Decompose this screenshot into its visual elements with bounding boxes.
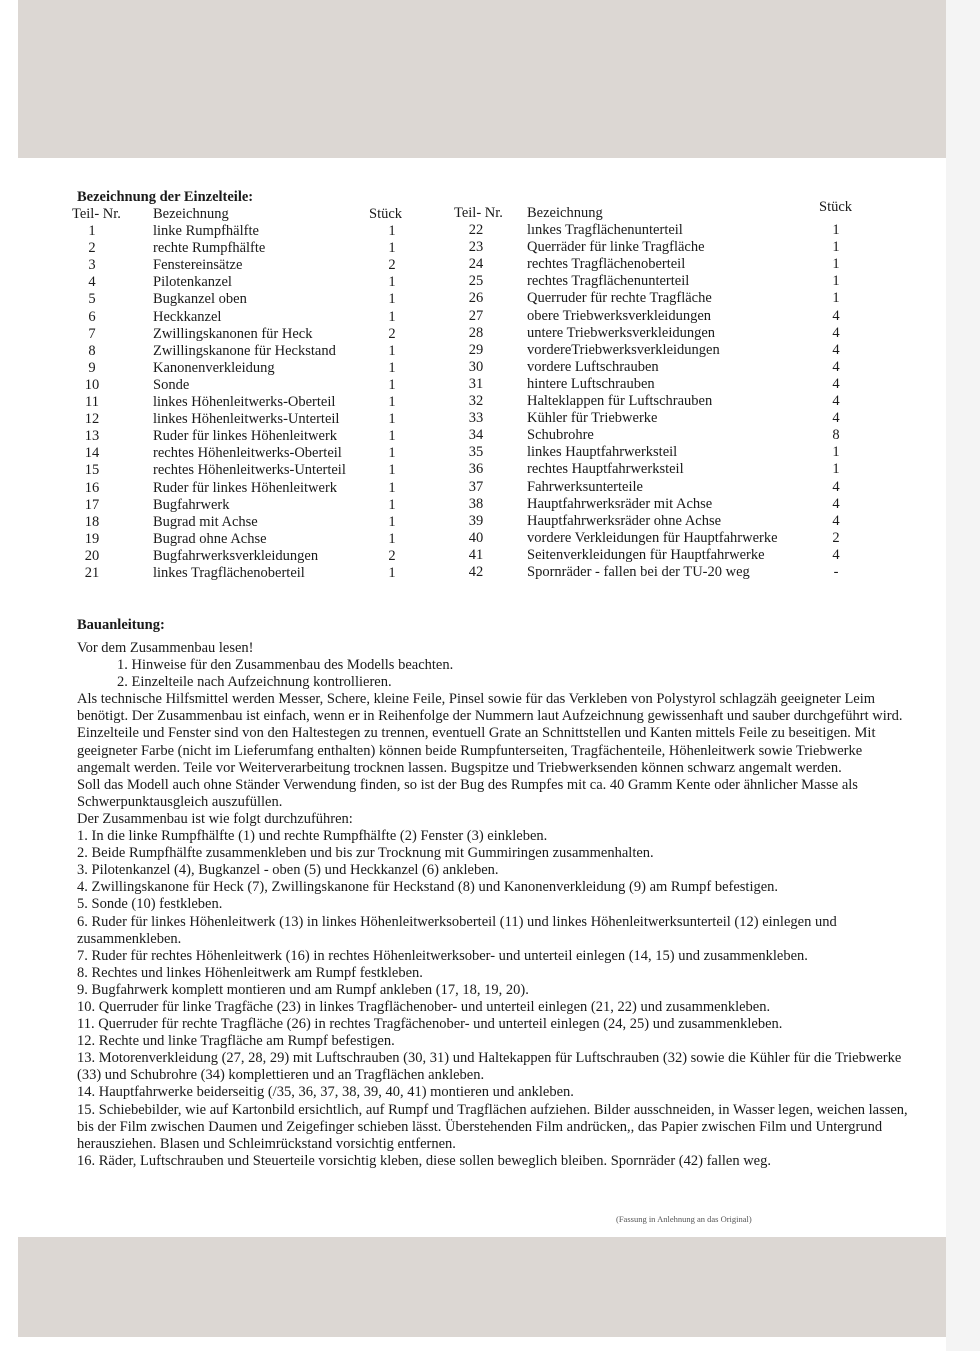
part-quantity: 2 bbox=[388, 547, 396, 564]
part-quantity: - bbox=[833, 563, 839, 580]
bottom-scan-band bbox=[18, 1237, 946, 1337]
part-quantity: 1 bbox=[832, 461, 840, 478]
part-quantity: 1 bbox=[832, 256, 840, 273]
parts-heading: Bezeichnung der Einzelteile: bbox=[77, 189, 254, 205]
part-name: Heckkanzel bbox=[153, 308, 222, 325]
header-name: Bezeichnung bbox=[153, 206, 229, 222]
part-name: rechtes Höhenleitwerks-Unterteil bbox=[153, 462, 346, 479]
part-name: Pilotenkanzel bbox=[153, 274, 232, 291]
part-name: Zwillingskanonen für Heck bbox=[153, 325, 313, 342]
header-qty: Stück bbox=[819, 199, 853, 215]
part-quantity: 4 bbox=[832, 410, 840, 427]
part-quantity: 8 bbox=[832, 427, 840, 444]
part-number: 4 bbox=[88, 274, 96, 291]
part-name: lınkes Tragflächenunterteil bbox=[527, 222, 683, 239]
assembly-step: 16. Räder, Luftschrauben und Steuerteile vorsichtig kleben, diese sollen beweglich bleiben. Spornräder (42) fallen weg. bbox=[77, 1152, 771, 1169]
assembly-step: 10. Querruder für linke Tragfäche (23) in linkes Tragflächenober- und unterteil einlegen (21, 22) und zusammenkleben. bbox=[77, 998, 771, 1015]
assembly-step: 1. In die linke Rumpfhälfte (1) und rechte Rumpfhälfte (2) Fenster (3) einkleben. bbox=[77, 828, 548, 845]
part-quantity: 1 bbox=[388, 462, 396, 479]
part-number: 3 bbox=[88, 257, 96, 274]
part-number: 35 bbox=[468, 444, 484, 461]
part-quantity: 1 bbox=[388, 223, 396, 240]
assembly-step: 11. Querruder für rechte Tragfläche (26) in rechtes Tragfächenober- und unterteil einlegen (24, 25) und zusammenkleben. bbox=[77, 1016, 783, 1033]
part-name: Fenstereinsätze bbox=[153, 257, 243, 274]
part-number: 7 bbox=[88, 325, 96, 342]
part-quantity: 2 bbox=[832, 529, 840, 546]
part-quantity: 1 bbox=[832, 273, 840, 290]
part-name: Kühler für Triebwerke bbox=[527, 410, 658, 427]
part-name: linke Rumpfhälfte bbox=[153, 223, 259, 240]
part-number: 24 bbox=[468, 256, 484, 273]
assembly-step: 3. Pilotenkanzel (4), Bugkanzel - oben (5) und Heckkanzel (6) ankleben. bbox=[77, 862, 499, 879]
part-quantity: 1 bbox=[388, 308, 396, 325]
assembly-step: 2. Beide Rumpfhälfte zusammenkleben und bis zur Trocknung mit Gummiringen zusammenhalten. bbox=[77, 845, 654, 862]
part-number: 16 bbox=[84, 479, 100, 496]
part-name: Hauptfahrwerksräder mit Achse bbox=[527, 495, 713, 512]
part-quantity: 4 bbox=[832, 358, 840, 375]
part-number: 28 bbox=[468, 324, 484, 341]
part-number: 37 bbox=[468, 478, 484, 495]
part-number: 38 bbox=[468, 495, 484, 512]
part-number: 40 bbox=[468, 529, 484, 546]
prep-step: 2. Einzelteile nach Aufzeichnung kontrollieren. bbox=[117, 674, 392, 691]
instructions-paragraph: Soll das Modell auch ohne Ständer Verwendung finden, so ist der Bug des Rumpfes mit ca. 40 Gramm Kente oder ähnlicher Masse als Schwerpunktausgleich auszufüllen. bbox=[77, 776, 858, 810]
part-name: Bugfahrwerk bbox=[153, 496, 230, 513]
part-quantity: 1 bbox=[832, 239, 840, 256]
source-caption: (Fassung in Anlehnung an das Original) bbox=[616, 1214, 752, 1224]
part-quantity: 1 bbox=[388, 376, 396, 393]
assembly-step: 9. Bugfahrwerk komplett montieren und am Rumpf ankleben (17, 18, 19, 20). bbox=[77, 981, 529, 998]
part-quantity: 1 bbox=[388, 291, 396, 308]
assembly-step: 13. Motorenverkleidung (27, 28, 29) mit Luftschrauben (30, 31) und Haltekappen für Luftschrauben (32) sowie die Kühler für die Triebwerke (33) und Schubrohre (34) komplettieren und an Tragflächen ankleben. bbox=[77, 1050, 902, 1084]
instructions-heading: Bauanleitung: bbox=[77, 617, 165, 633]
part-name: untere Triebwerksverkleidungen bbox=[527, 324, 716, 341]
instructions-intro: Vor dem Zusammenbau lesen! bbox=[77, 640, 254, 656]
part-quantity: 2 bbox=[388, 257, 396, 274]
part-name: Ruder für linkes Höhenleitwerk bbox=[153, 428, 338, 445]
part-number: 12 bbox=[84, 411, 100, 428]
part-quantity: 1 bbox=[388, 359, 396, 376]
assembly-step: 5. Sonde (10) festkleben. bbox=[77, 896, 223, 913]
part-name: Sonde bbox=[153, 376, 190, 393]
part-name: rechtes Tragflächenunterteil bbox=[527, 273, 690, 290]
part-number: 34 bbox=[468, 427, 484, 444]
header-no: Teil- Nr. bbox=[72, 206, 121, 222]
part-quantity: 1 bbox=[388, 342, 396, 359]
part-name: Seitenverkleidungen für Hauptfahrwerke bbox=[527, 546, 765, 563]
part-number: 21 bbox=[84, 564, 100, 581]
header-qty: Stück bbox=[369, 206, 403, 222]
assembly-step: 12. Rechte und linke Tragfläche am Rumpf befestigen. bbox=[77, 1033, 395, 1050]
part-number: 42 bbox=[468, 563, 484, 580]
part-number: 14 bbox=[84, 445, 100, 462]
part-quantity: 1 bbox=[832, 444, 840, 461]
part-name: vordere Luftschrauben bbox=[527, 358, 659, 375]
part-number: 20 bbox=[84, 547, 100, 564]
assembly-step: 8. Rechtes und linkes Höhenleitwerk am Rumpf festkleben. bbox=[77, 964, 423, 981]
part-number: 25 bbox=[468, 273, 484, 290]
part-number: 6 bbox=[88, 308, 96, 325]
assembly-step: 7. Ruder für rechtes Höhenleitwerk (16) in rechtes Höhenleitwerksober- und unterteil einlegen (14, 15) und zusammenkleben. bbox=[77, 947, 808, 964]
part-number: 15 bbox=[84, 462, 100, 479]
part-number: 19 bbox=[84, 530, 100, 547]
part-number: 18 bbox=[84, 513, 100, 530]
instructions-paragraph: Der Zusammenbau ist wie folgt durchzuführen: bbox=[77, 810, 353, 827]
part-number: 26 bbox=[468, 290, 484, 307]
part-quantity: 4 bbox=[832, 512, 840, 529]
part-quantity: 1 bbox=[388, 445, 396, 462]
part-name: Ruder für linkes Höhenleitwerk bbox=[153, 479, 338, 496]
part-quantity: 1 bbox=[388, 564, 396, 581]
top-scan-band bbox=[18, 0, 946, 158]
part-name: hintere Luftschrauben bbox=[527, 375, 655, 392]
part-number: 41 bbox=[468, 546, 484, 563]
part-name: Bugrad ohne Achse bbox=[153, 530, 267, 547]
assembly-step: 15. Schiebebilder, wie auf Kartonbild ersichtlich, auf Rumpf und Tragflächen aufziehen. Bilder ausschneiden, in Wasser legen, weichen lassen, bis der Film zwischen Daumen und Zeigefinger schieben lässt. Überstehenden Film andrücken,, das Papier zwischen Film und Untergrund herausziehen. Blasen und Schleimrückstand vorsichtig entfernen. bbox=[77, 1101, 908, 1152]
part-number: 32 bbox=[468, 393, 484, 410]
part-name: Fahrwerksunterteile bbox=[527, 478, 643, 495]
assembly-step: 14. Hauptfahrwerke beiderseitig (/35, 36, 37, 38, 39, 40, 41) montieren und ankleben. bbox=[77, 1084, 574, 1101]
page-edge bbox=[946, 0, 980, 1351]
part-name: vordere Verkleidungen für Hauptfahrwerke bbox=[527, 529, 778, 546]
part-quantity: 1 bbox=[388, 513, 396, 530]
assembly-steps bbox=[77, 828, 917, 1170]
part-name: rechtes Tragflächenoberteil bbox=[527, 256, 686, 273]
part-quantity: 2 bbox=[388, 325, 396, 342]
part-name: Kanonenverkleidung bbox=[153, 359, 275, 376]
part-number: 5 bbox=[88, 291, 96, 308]
part-name: Zwillingskanone für Heckstand bbox=[153, 342, 336, 359]
part-number: 30 bbox=[468, 358, 484, 375]
prep-step: 1. Hinweise für den Zusammenbau des Modells beachten. bbox=[117, 657, 454, 674]
part-name: Bugkanzel oben bbox=[153, 291, 247, 308]
part-quantity: 1 bbox=[388, 394, 396, 411]
part-number: 2 bbox=[88, 240, 96, 257]
assembly-step: 6. Ruder für linkes Höhenleitwerk (13) in linkes Höhenleitwerksoberteil (11) und linkes Höhenleitwerksunterteil (12) einlegen und zusammenkleben. bbox=[77, 913, 837, 947]
part-name: linkes Hauptfahrwerksteil bbox=[527, 444, 678, 461]
part-quantity: 4 bbox=[832, 478, 840, 495]
part-number: 33 bbox=[468, 410, 484, 427]
part-name: Schubrohre bbox=[527, 427, 594, 444]
part-name: linkes Höhenleitwerks-Unterteil bbox=[153, 411, 340, 428]
part-quantity: 1 bbox=[388, 240, 396, 257]
part-name: rechte Rumpfhälfte bbox=[153, 240, 266, 257]
part-name: linkes Tragflächenoberteil bbox=[153, 564, 305, 581]
part-quantity: 4 bbox=[832, 495, 840, 512]
part-quantity: 1 bbox=[388, 479, 396, 496]
part-quantity: 4 bbox=[832, 393, 840, 410]
part-quantity: 1 bbox=[388, 428, 396, 445]
part-quantity: 4 bbox=[832, 375, 840, 392]
part-quantity: 1 bbox=[832, 222, 840, 239]
part-number: 10 bbox=[84, 376, 100, 393]
part-name: vordereTriebwerksverkleidungen bbox=[527, 341, 720, 358]
part-number: 39 bbox=[468, 512, 484, 529]
part-name: Spornräder - fallen bei der TU-20 weg bbox=[527, 563, 750, 580]
part-name: Halteklappen für Luftschrauben bbox=[527, 393, 713, 410]
assembly-step: 4. Zwillingskanone für Heck (7), Zwillingskanone für Heckstand (8) und Kanonenverkleidung (9) am Rumpf befestigen. bbox=[77, 879, 779, 896]
part-name: Querruder für rechte Tragfläche bbox=[527, 290, 712, 307]
part-number: 17 bbox=[84, 496, 100, 513]
part-name: linkes Höhenleitwerks-Oberteil bbox=[153, 394, 336, 411]
part-number: 31 bbox=[468, 375, 484, 392]
part-number: 9 bbox=[88, 359, 96, 376]
part-name: Bugfahrwerksverkleidungen bbox=[153, 547, 319, 564]
part-quantity: 1 bbox=[388, 411, 396, 428]
part-name: obere Triebwerksverkleidungen bbox=[527, 307, 712, 324]
part-quantity: 4 bbox=[832, 307, 840, 324]
header-name: Bezeichnung bbox=[527, 205, 603, 221]
part-number: 36 bbox=[468, 461, 484, 478]
part-number: 29 bbox=[468, 341, 484, 358]
part-number: 8 bbox=[88, 342, 96, 359]
part-number: 1 bbox=[88, 223, 96, 240]
part-number: 27 bbox=[468, 307, 484, 324]
part-name: rechtes Hauptfahrwerksteil bbox=[527, 461, 684, 478]
part-name: rechtes Höhenleitwerks-Oberteil bbox=[153, 445, 342, 462]
part-quantity: 1 bbox=[832, 290, 840, 307]
part-quantity: 1 bbox=[388, 496, 396, 513]
part-name: Bugrad mit Achse bbox=[153, 513, 258, 530]
part-number: 13 bbox=[84, 428, 100, 445]
part-number: 11 bbox=[85, 394, 99, 411]
header-no: Teil- Nr. bbox=[454, 205, 503, 221]
instructions-body bbox=[77, 640, 917, 1170]
part-name: Querräder für linke Tragfläche bbox=[527, 239, 705, 256]
part-quantity: 1 bbox=[388, 274, 396, 291]
part-quantity: 4 bbox=[832, 324, 840, 341]
part-quantity: 4 bbox=[832, 546, 840, 563]
part-number: 22 bbox=[468, 222, 484, 239]
part-name: Hauptfahrwerksräder ohne Achse bbox=[527, 512, 722, 529]
part-number: 23 bbox=[468, 239, 484, 256]
part-quantity: 4 bbox=[832, 341, 840, 358]
part-quantity: 1 bbox=[388, 530, 396, 547]
instructions-paragraph: Als technische Hilfsmittel werden Messer, Schere, kleine Feile, Pinsel sowie für das Verkleben von Polystyrol schlagzäh geeigneter Leim benötigt. Der Zusammenbau ist einfach, wenn er in Reihenfolge der Nummern laut Aufzeichnung gewissenhaft und sauber durchgeführt wird. Einzelteile und Fenster sind von den Haltestegen zu trennen, eventuell Grate an Schnittstellen und Kanten mittels Feile zu beseitigen. Mit geeigneter Farbe (nicht im Lieferumfang enthalten) können beide Rumpfunterseiten, Tragfächenteile, Höhenleitwerk sowie Triebwerke angemalt werden. Teile vor Weiterverarbeitung trocknen lassen. Bugspitze und Triebwerksenden können schwarz angemalt werden. bbox=[77, 691, 903, 776]
